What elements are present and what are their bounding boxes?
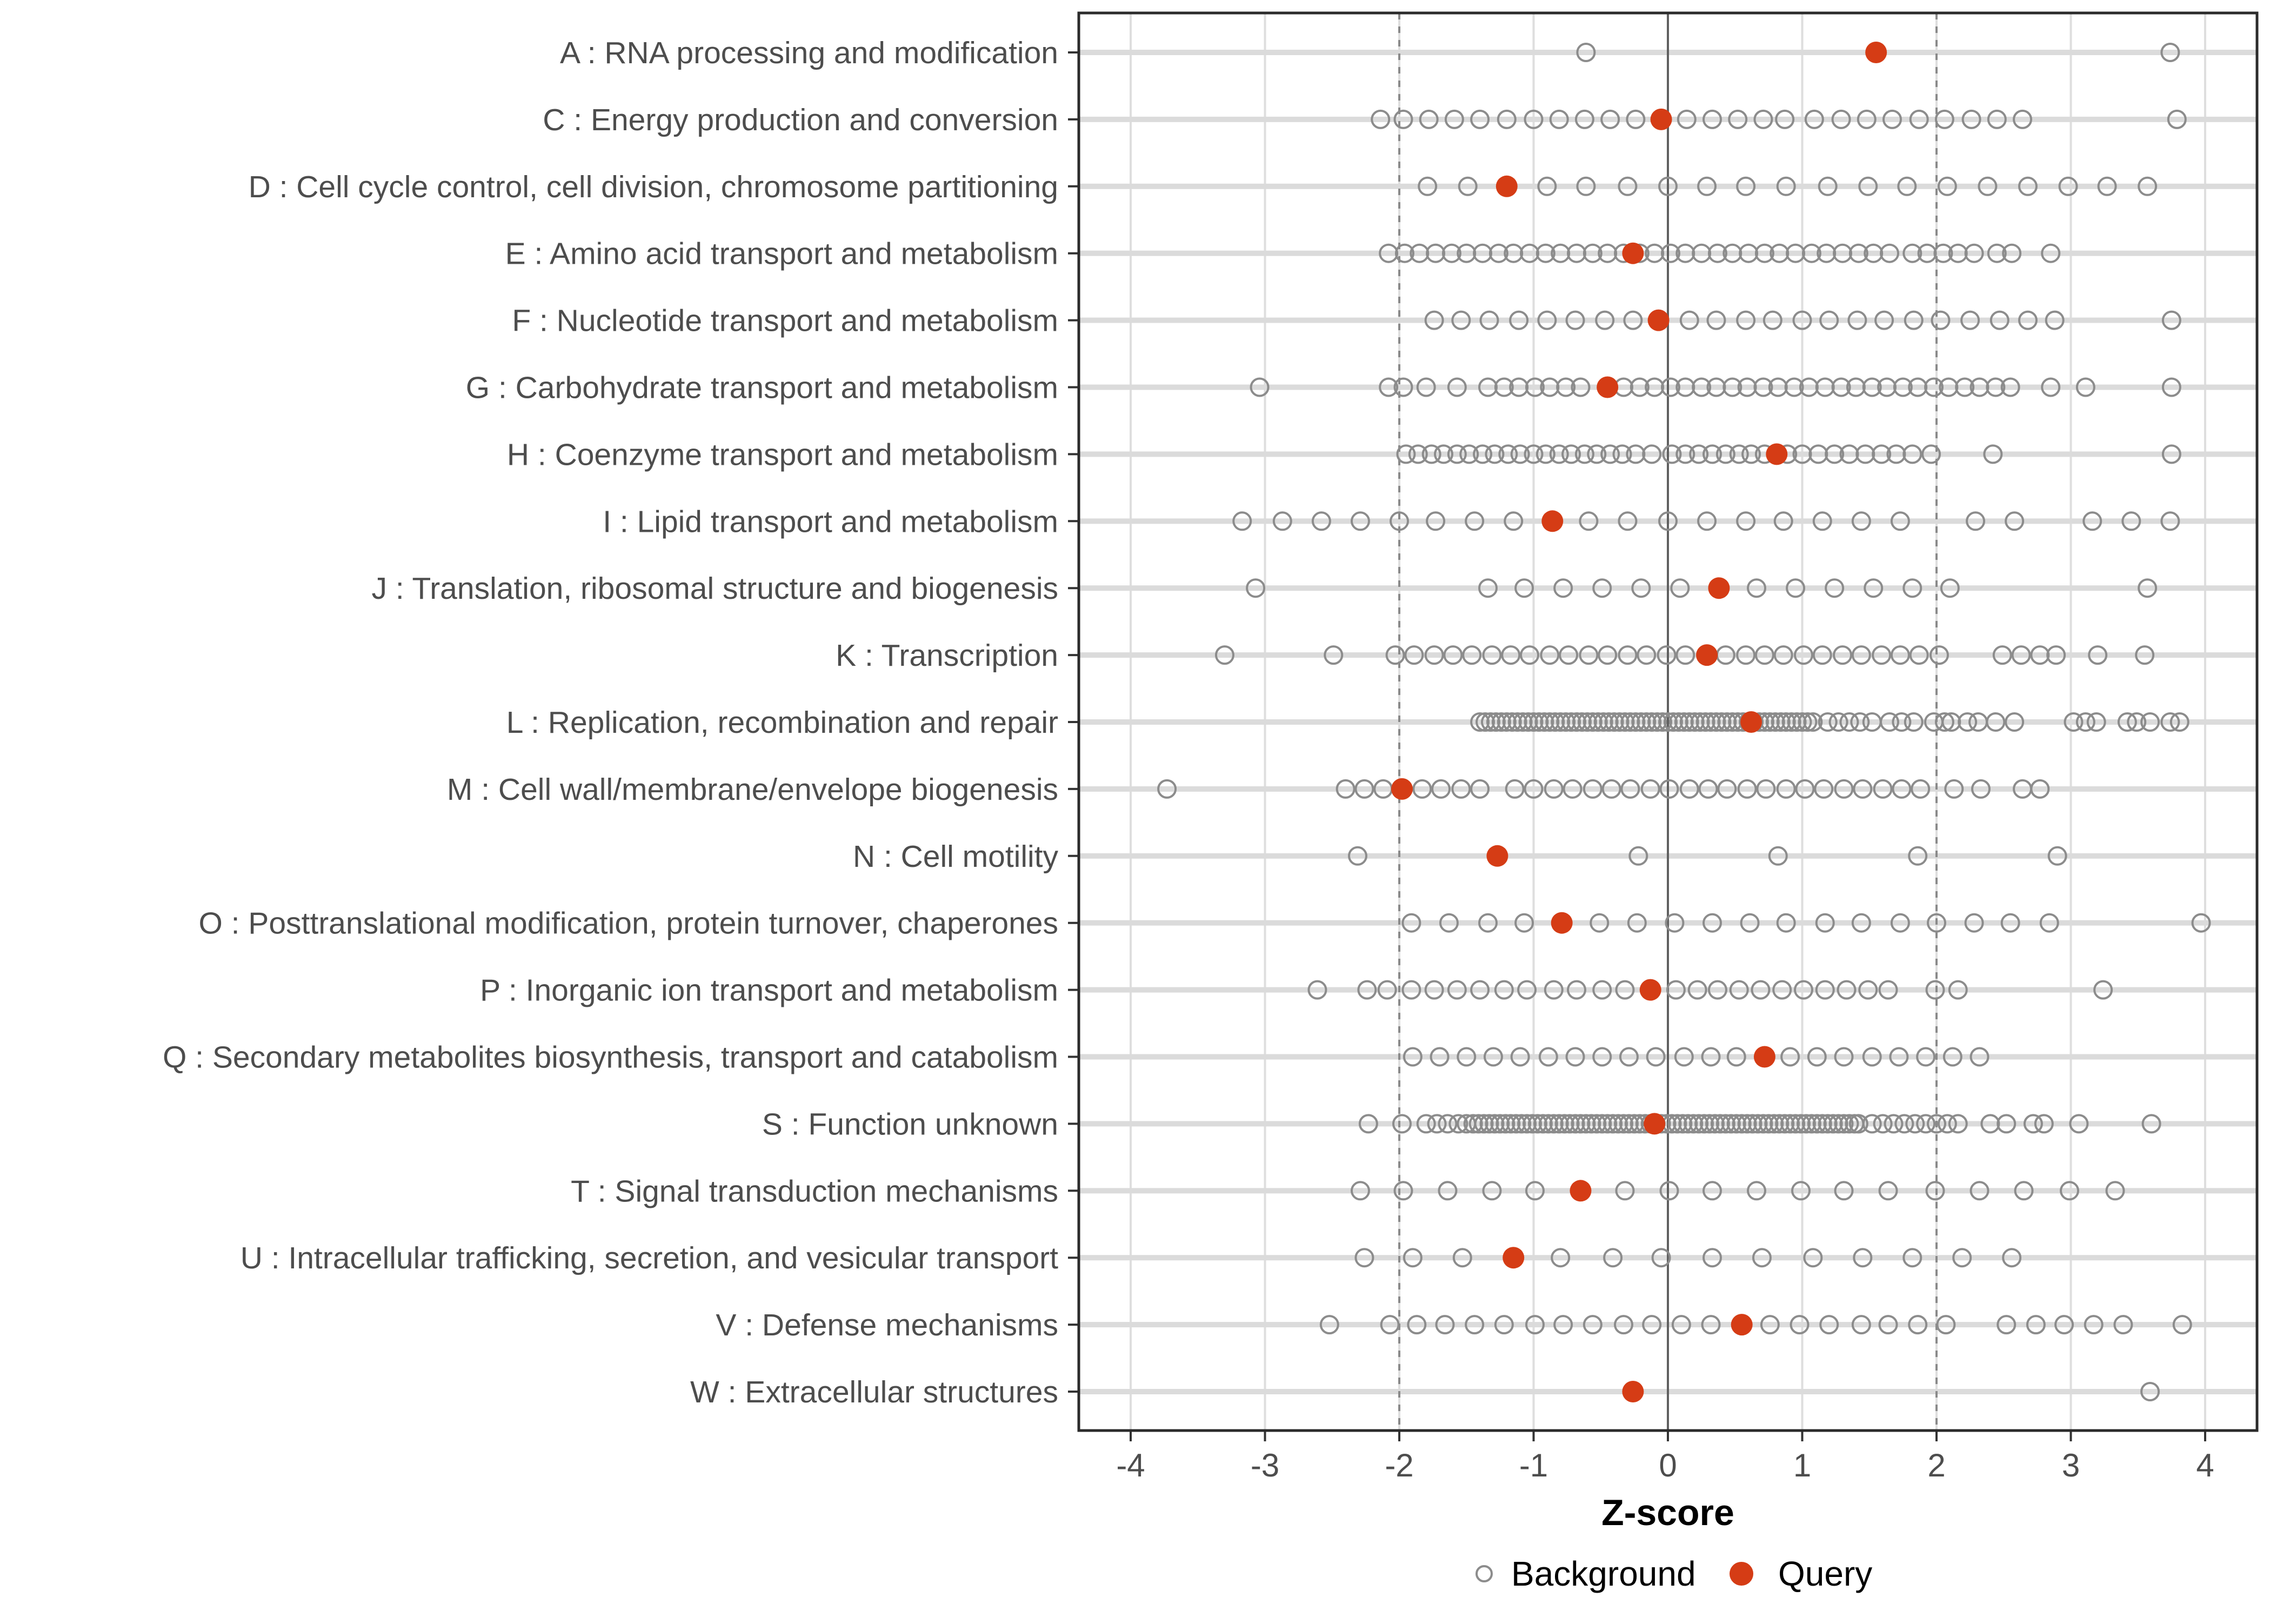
category-label: Q : Secondary metabolites biosynthesis, transport and catabolism (162, 1040, 1058, 1075)
query-point (1651, 109, 1672, 130)
category-label: L : Replication, recombination and repair (506, 705, 1058, 740)
category-label: O : Posttranslational modification, protein turnover, chaperones (198, 906, 1058, 941)
query-point (1731, 1314, 1753, 1335)
category-label: I : Lipid transport and metabolism (603, 504, 1058, 539)
query-point (1766, 443, 1787, 465)
query-point (1503, 1247, 1524, 1268)
category-label: C : Energy production and conversion (543, 102, 1058, 137)
x-tick-label: 0 (1659, 1447, 1677, 1483)
query-point (1696, 644, 1718, 666)
query-point (1551, 912, 1573, 934)
x-tick-label: -4 (1116, 1447, 1145, 1483)
query-point (1570, 1180, 1591, 1201)
query-point (1648, 310, 1670, 331)
x-tick-label: 1 (1793, 1447, 1812, 1483)
query-point (1622, 1381, 1644, 1402)
category-label: F : Nucleotide transport and metabolism (512, 303, 1058, 338)
category-label: A : RNA processing and modification (560, 36, 1058, 70)
query-point (1644, 1113, 1665, 1134)
category-labels (163, 36, 1059, 1409)
category-label: E : Amino acid transport and metabolism (505, 236, 1058, 271)
x-tick-label: -3 (1250, 1447, 1280, 1483)
legend-query-label: Query (1778, 1554, 1873, 1593)
category-label: T : Signal transduction mechanisms (571, 1174, 1058, 1209)
category-label: M : Cell wall/membrane/envelope biogenesis (446, 772, 1058, 807)
x-axis-title: Z-score (1601, 1492, 1734, 1533)
category-label: G : Carbohydrate transport and metabolism (465, 370, 1058, 405)
x-tick-label: -2 (1385, 1447, 1414, 1483)
legend-background-marker-icon (1477, 1566, 1492, 1581)
query-point (1597, 377, 1618, 398)
query-point (1740, 711, 1762, 733)
category-label: J : Translation, ribosomal structure and biogenesis (371, 571, 1058, 606)
legend (1477, 1554, 1872, 1593)
category-label: K : Transcription (836, 638, 1058, 673)
query-point (1640, 979, 1661, 1001)
category-label: W : Extracellular structures (690, 1375, 1058, 1409)
query-point (1708, 577, 1730, 599)
query-point (1754, 1046, 1775, 1068)
category-label: P : Inorganic ion transport and metabolism (480, 973, 1058, 1008)
category-label: D : Cell cycle control, cell division, chromosome partitioning (248, 169, 1058, 204)
x-tick-label: 2 (1927, 1447, 1946, 1483)
category-label: U : Intracellular trafficking, secretion, and vesicular transport (240, 1241, 1058, 1276)
axes (1068, 52, 2214, 1483)
x-tick-label: 4 (2196, 1447, 2214, 1483)
category-label: S : Function unknown (762, 1107, 1058, 1142)
query-point (1486, 845, 1508, 867)
legend-background-label: Background (1511, 1554, 1696, 1593)
legend-query-marker-icon (1730, 1562, 1753, 1586)
query-point (1541, 510, 1563, 532)
query-point (1865, 42, 1887, 63)
query-point (1391, 778, 1413, 800)
category-label: H : Coenzyme transport and metabolism (506, 437, 1058, 472)
x-tick-label: 3 (2061, 1447, 2080, 1483)
category-label: N : Cell motility (852, 839, 1058, 874)
x-tick-label: -1 (1519, 1447, 1548, 1483)
query-point (1496, 176, 1518, 197)
category-label: V : Defense mechanisms (716, 1308, 1058, 1343)
query-point (1622, 243, 1644, 264)
